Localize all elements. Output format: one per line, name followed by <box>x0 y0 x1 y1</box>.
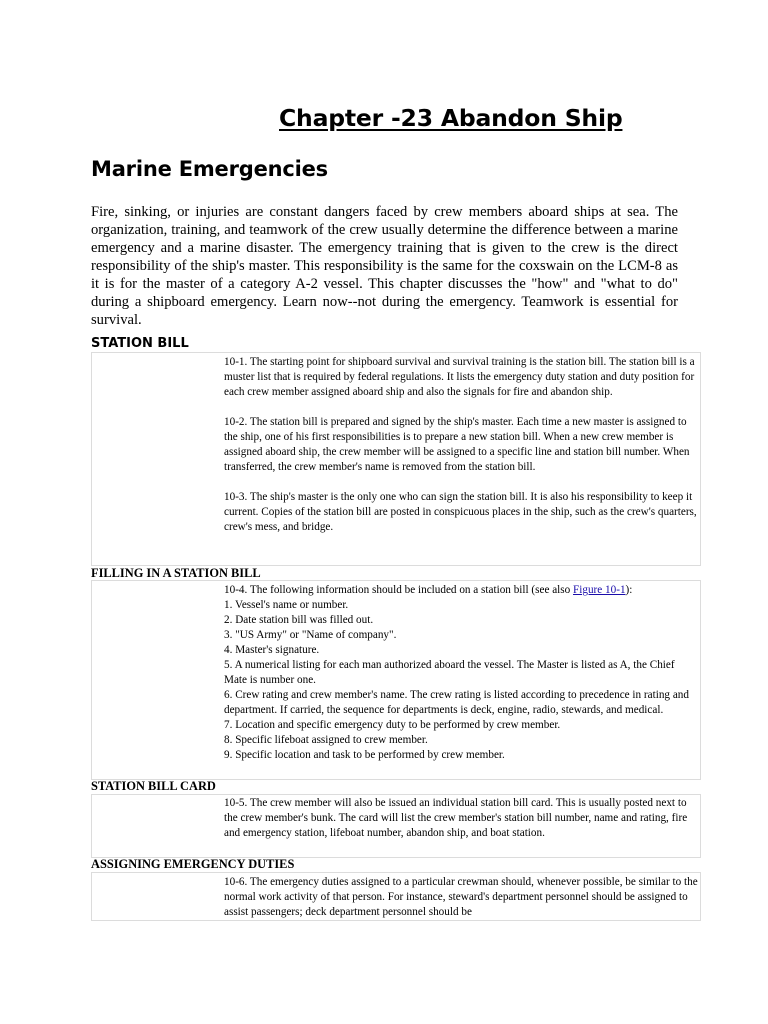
list-item: 4. Master's signature. <box>224 644 320 656</box>
paragraph-10-3: 10-3. The ship's master is the only one who can sign the station bill. It is also his responsibility to keep it current. Copies of the station bill are posted in conspicuous places in the ship, such as the crew's quarters, crew's mess, and bridge. <box>224 491 697 533</box>
station-bill-card-text <box>224 796 698 841</box>
paragraph-10-1: 10-1. The starting point for shipboard survival and survival training is the station bill. The station bill is a muster list that is required by federal regulations. It lists the emergency duty station and duty position for each crew member assigned aboard ship and also the signals for fire and abandon ship. <box>224 356 695 398</box>
station-bill-heading: STATION BILL <box>91 336 189 351</box>
list-item: 8. Specific lifeboat assigned to crew member. <box>224 734 428 746</box>
paragraph-10-4: 10-4. The following information should be included on a station bill (see also Figure 10-1): <box>224 584 633 596</box>
list-item: 6. Crew rating and crew member's name. The crew rating is listed according to precedence in rating and department. If carried, the sequence for departments is deck, engine, radio, stewards, and medical. <box>224 689 689 716</box>
station-bill-card-heading: STATION BILL CARD <box>91 779 216 793</box>
list-item: 3. "US Army" or "Name of company". <box>224 629 397 641</box>
chapter-title: Chapter -23 Abandon Ship <box>279 104 623 132</box>
filling-heading: FILLING IN A STATION BILL <box>91 566 261 580</box>
filling-text <box>224 583 698 763</box>
paragraph-10-5: 10-5. The crew member will also be issued an individual station bill card. This is usually posted next to the crew member's bunk. The card will list the crew member's station bill number, name and rating, fire and emergency station, lifeboat number, abandon ship, and boat station. <box>224 797 688 839</box>
paragraph-10-6: 10-6. The emergency duties assigned to a particular crewman should, whenever possible, be similar to the normal work activity of that person. For instance, steward's department personnel should be assigned to assist passengers; deck department personnel should be <box>224 876 698 918</box>
list-item: 2. Date station bill was filled out. <box>224 614 374 626</box>
list-item: 7. Location and specific emergency duty to be performed by crew member. <box>224 719 561 731</box>
section-title: Marine Emergencies <box>91 157 328 181</box>
intro-paragraph: Fire, sinking, or injuries are constant dangers faced by crew members aboard ships at sea. The organization, training, and teamwork of the crew usually determine the difference between a marine emergency and a marine disaster. The emergency training that is given to the crew is the direct responsibility of the ship's master. This responsibility is the same for the coxswain on the LCM-8 as it is for the master of a category A-2 vessel. This chapter discusses the "how" and "what to do" during a shipboard emergency. Learn now--not during the emergency. Teamwork is essential for survival. <box>91 204 678 328</box>
list-item: 9. Specific location and task to be performed by crew member. <box>224 749 505 761</box>
emergency-duties-text <box>224 875 698 920</box>
paragraph-10-2: 10-2. The station bill is prepared and signed by the ship's master. Each time a new master is assigned to the ship, one of his first responsibilities is to prepare a new station bill. When a new crew member is assigned aboard ship, the crew member will be assigned to a specific line and station bill number. When transferred, the crew member's name is removed from the station bill. <box>224 416 690 473</box>
station-bill-text <box>224 355 698 535</box>
list-item: 1. Vessel's name or number. <box>224 599 349 611</box>
emergency-duties-heading: ASSIGNING EMERGENCY DUTIES <box>91 857 295 871</box>
list-item: 5. A numerical listing for each man authorized aboard the vessel. The Master is listed as A, the Chief Mate is number one. <box>224 659 675 686</box>
figure-10-1-link[interactable]: Figure 10-1 <box>573 584 626 596</box>
